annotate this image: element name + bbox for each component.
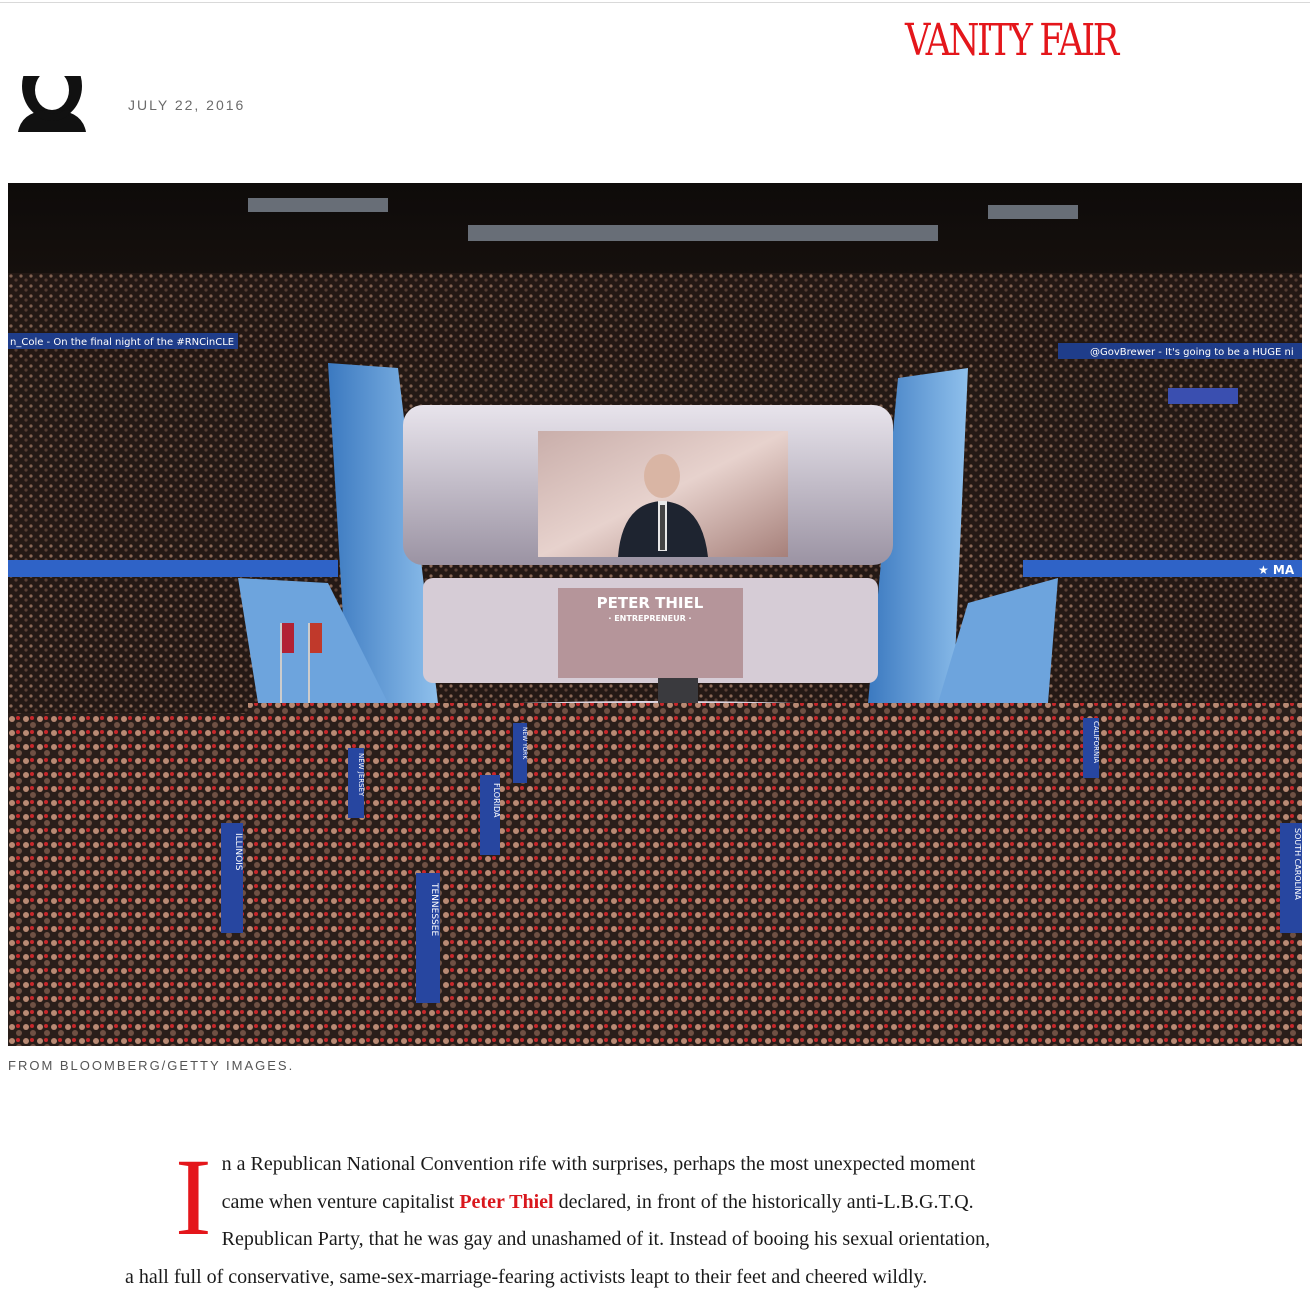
- state-sign-label: NEW YORK: [521, 727, 528, 760]
- article-body: [125, 1136, 1140, 1296]
- state-sign-south-carolina: [1280, 823, 1302, 933]
- drop-cap: I: [175, 1136, 212, 1258]
- state-sign-label: ILLINOIS: [233, 833, 243, 871]
- state-sign-label: FLORIDA: [492, 783, 501, 818]
- state-sign-label: NEW JERSEY: [357, 753, 365, 797]
- ticker-left: n_Cole - On the final night of the #RNCinCLE: [10, 337, 235, 348]
- side-banner-text: ★ MA: [1258, 563, 1295, 577]
- top-divider: [0, 2, 1310, 3]
- article-line: n a Republican National Convention rife with surprises, perhaps the most unexpected moment: [221, 1153, 976, 1175]
- author-avatar[interactable]: [8, 76, 96, 132]
- vanity-fair-logo[interactable]: VANITY FAIR: [905, 15, 1117, 66]
- screen-name-plate: PETER THIEL: [596, 594, 704, 612]
- photo-credit: FROM BLOOMBERG/GETTY IMAGES.: [8, 1058, 295, 1073]
- article-line: Republican Party, that he was gay and unashamed of it. Instead of booing his sexual orientation,: [221, 1228, 991, 1250]
- state-sign-label: CALIFORNIA: [1092, 721, 1100, 764]
- screen-title-plate: · ENTREPRENEUR ·: [608, 614, 692, 623]
- article-text: came when venture capitalist: [221, 1190, 460, 1213]
- state-sign-new-york: [513, 723, 528, 783]
- state-sign-new-jersey: [348, 748, 365, 818]
- ticker-right: @GovBrewer - It's going to be a HUGE ni: [1090, 347, 1294, 358]
- state-sign-tennessee: [416, 873, 440, 1003]
- state-sign-label: SOUTH CAROLINA: [1293, 828, 1302, 900]
- article-line: a hall full of conservative, same-sex-marriage-fearing activists leapt to their feet and cheered wildly.: [125, 1265, 928, 1288]
- state-sign-label: TENNESSEE: [429, 883, 439, 937]
- state-sign-florida: [480, 775, 501, 855]
- article-text: declared, in front of the historically anti-L.B.G.T.Q.: [553, 1190, 974, 1213]
- state-sign-illinois: [221, 823, 243, 933]
- article-line: [175, 1184, 1140, 1222]
- state-sign-california: [1083, 718, 1100, 778]
- publish-date: JULY 22, 2016: [128, 97, 246, 113]
- peter-thiel-link[interactable]: Peter Thiel: [459, 1190, 554, 1213]
- hero-photo[interactable]: [8, 183, 1302, 1046]
